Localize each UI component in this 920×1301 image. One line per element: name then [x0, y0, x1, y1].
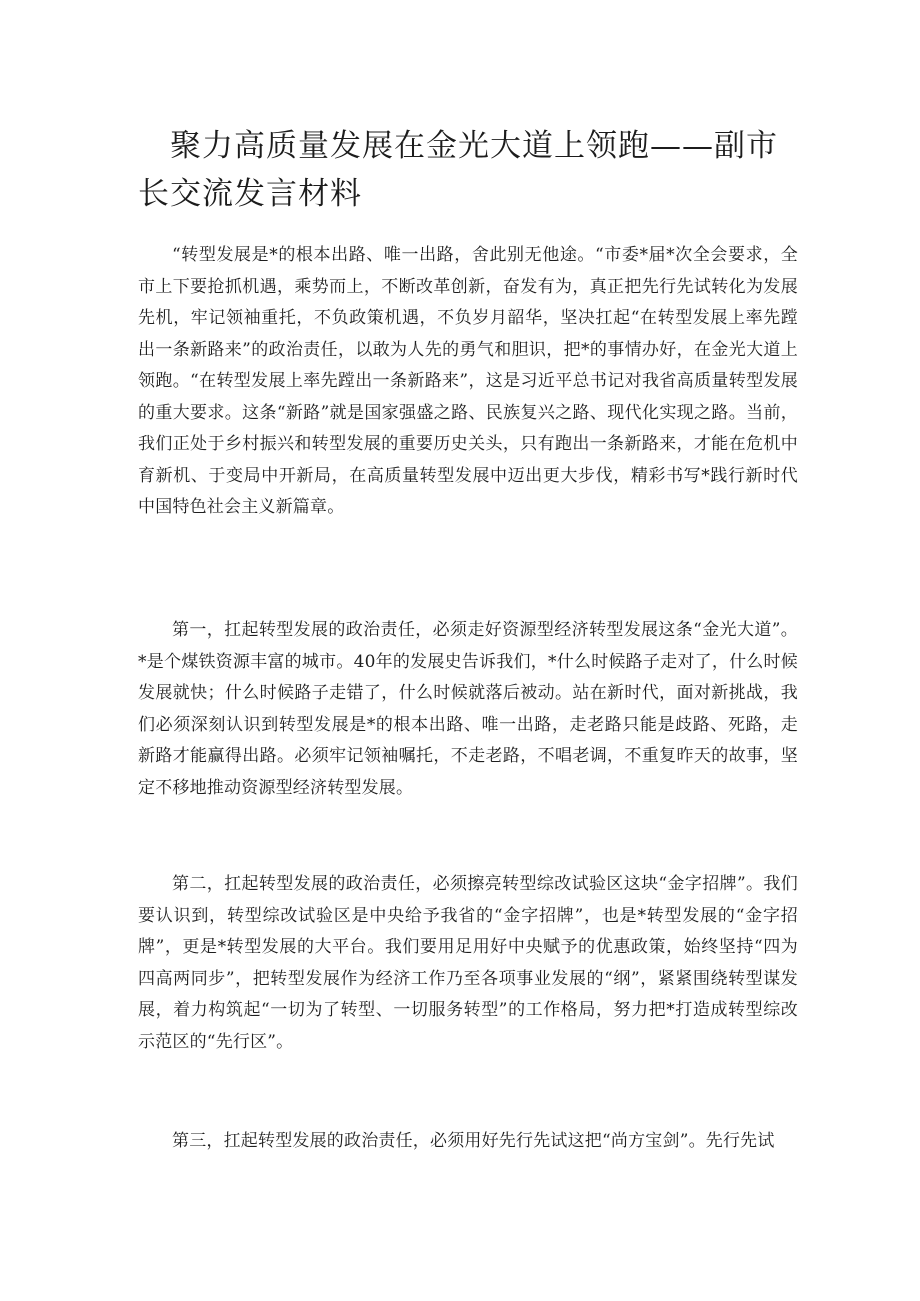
paragraph-first: 第一，扛起转型发展的政治责任，必须走好资源型经济转型发展这条“金光大道”。*是个煤铁资源丰富的城市。40年的发展史告诉我们，*什么时候路子走对了，什么时候发展就快；什么时候路子走错了，什么时候就落后被动。站在新时代，面对新挑战，我们必须深刻认识到转型发展是*的根本出路、唯一出路，走老路只能是歧路、死路，走新路才能赢得出路。必须牢记领袖嘱托，不走老路，不唱老调，不重复昨天的故事，坚定不移地推动资源型经济转型发展。 — [138, 620, 798, 798]
paragraph-third: 第三，扛起转型发展的政治责任，必须用好先行先试这把“尚方宝剑”。先行先试 — [172, 1131, 775, 1151]
paragraph-second: 第二，扛起转型发展的政治责任，必须擦亮转型综改试验区这块“金字招牌”。我们要认识到，转型综改试验区是中央给予我省的“金字招牌”，也是*转型发展的“金字招牌”，更是*转型发展的大平台。我们要用足用好中央赋予的优惠政策，始终坚持“四为四高两同步”，把转型发展作为经济工作乃至各项事业发展的“纲”，紧紧围绕转型谋发展，着力构筑起“一切为了转型、一切服务转型”的工作格局，努力把*打造成转型综改示范区的“先行区”。 — [138, 874, 798, 1052]
document-title: 聚力高质量发展在金光大道上领跑——副市长交流发言材料 — [138, 128, 778, 212]
paragraph-intro: “转型发展是*的根本出路、唯一出路，舍此别无他途。“市委*届*次全会要求，全市上下要抢抓机遇，乘势而上，不断改革创新，奋发有为，真正把先行先试转化为发展先机，牢记领袖重托，不负政策机遇，不负岁月韶华，坚决扛起“在转型发展上率先蹚出一条新路来”的政治责任，以敢为人先的勇气和胆识，把*的事情办好，在金光大道上领跑。“在转型发展上率先蹚出一条新路来”，这是习近平总书记对我省高质量转型发展的重大要求。这条“新路”就是国家强盛之路、民族复兴之路、现代化实现之路。当前，我们正处于乡村振兴和转型发展的重要历史关头，只有跑出一条新路来，才能在危机中育新机、于变局中开新局，在高质量转型发展中迈出更大步伐，精彩书写*践行新时代中国特色社会主义新篇章。 — [138, 245, 798, 517]
